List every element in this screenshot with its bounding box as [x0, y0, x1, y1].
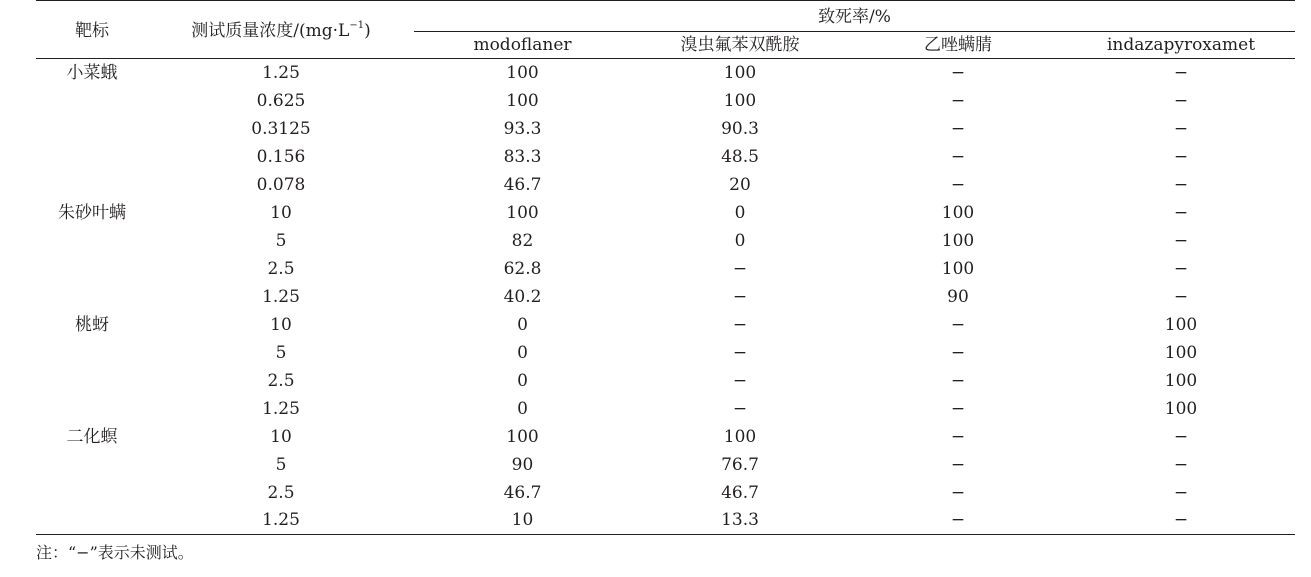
cell-cyetpyrafen: −	[950, 482, 966, 503]
cell-target	[36, 479, 148, 507]
cell-cyetpyrafen: −	[950, 174, 966, 195]
cell-indazapyroxamet: −	[1173, 426, 1189, 447]
cell-indazapyroxamet: −	[1173, 62, 1189, 83]
cell-cyetpyrafen: 100	[941, 202, 975, 223]
cell-target: 桃蚜	[75, 314, 109, 335]
table-row	[36, 199, 1295, 227]
cell-target	[36, 87, 148, 115]
cell-modoflaner: 0	[517, 370, 528, 391]
cell-modoflaner: 93.3	[503, 118, 542, 139]
cell-indazapyroxamet: −	[1173, 454, 1189, 475]
cell-indazapyroxamet: 100	[1164, 314, 1198, 335]
cell-target	[36, 115, 148, 143]
header-compound-cyetpyrafen: 乙唑螨腈	[849, 32, 1067, 59]
table-row	[36, 339, 1295, 367]
cell-cyetpyrafen: 100	[941, 230, 975, 251]
cell-broflanilide: 100	[723, 426, 757, 447]
table-header-row-1	[36, 1, 1295, 32]
cell-modoflaner: 10	[414, 507, 631, 535]
table-row	[36, 311, 1295, 339]
cell-concentration: 0.625	[256, 90, 306, 111]
cell-modoflaner: 0	[517, 314, 528, 335]
mortality-table	[36, 0, 1295, 535]
cell-cyetpyrafen: −	[950, 342, 966, 363]
header-concentration-label: 测试质量浓度/(mg·L	[191, 20, 350, 41]
cell-cyetpyrafen: −	[950, 398, 966, 419]
cell-indazapyroxamet: −	[1173, 230, 1189, 251]
cell-indazapyroxamet: −	[1173, 202, 1189, 223]
table-body	[36, 59, 1295, 535]
cell-broflanilide: −	[732, 370, 748, 391]
table-row	[36, 59, 1295, 88]
table-row	[36, 283, 1295, 311]
table-row	[36, 395, 1295, 423]
cell-concentration: 0.078	[256, 174, 306, 195]
cell-target: 二化螟	[66, 426, 118, 447]
cell-broflanilide: 13.3	[631, 507, 849, 535]
cell-modoflaner: 40.2	[503, 286, 542, 307]
cell-modoflaner: 100	[506, 426, 539, 447]
table-row	[36, 171, 1295, 199]
cell-concentration: 0.3125	[251, 118, 311, 139]
cell-broflanilide: 100	[723, 90, 757, 111]
cell-target	[36, 339, 148, 367]
cell-cyetpyrafen: −	[950, 146, 966, 167]
cell-concentration: 2.5	[267, 370, 295, 391]
header-compound-modoflaner: modoflaner	[414, 32, 631, 59]
cell-concentration: 10	[270, 426, 292, 447]
cell-target	[36, 367, 148, 395]
cell-target: 小菜蛾	[66, 62, 118, 83]
cell-concentration: 1.25	[262, 62, 300, 83]
cell-concentration: 5	[275, 342, 287, 363]
cell-indazapyroxamet: −	[1173, 174, 1189, 195]
table-row	[36, 227, 1295, 255]
cell-indazapyroxamet: −	[1173, 90, 1189, 111]
cell-indazapyroxamet: −	[1173, 146, 1189, 167]
cell-concentration: 1.25	[262, 398, 300, 419]
cell-modoflaner: 100	[506, 202, 539, 223]
cell-concentration: 5	[275, 454, 287, 475]
cell-indazapyroxamet: −	[1173, 258, 1189, 279]
header-compound-broflanilide: 溴虫氟苯双酰胺	[631, 32, 849, 59]
cell-target	[36, 507, 148, 535]
cell-concentration: 1.25	[148, 507, 414, 535]
cell-target	[36, 451, 148, 479]
cell-broflanilide: 46.7	[721, 482, 759, 503]
cell-modoflaner: 62.8	[503, 258, 542, 279]
cell-broflanilide: 0	[734, 230, 746, 251]
header-concentration	[148, 1, 414, 59]
header-target: 靶标	[36, 1, 148, 59]
cell-cyetpyrafen: −	[950, 314, 966, 335]
cell-cyetpyrafen: −	[950, 90, 966, 111]
cell-target	[36, 171, 148, 199]
cell-cyetpyrafen: −	[849, 507, 1067, 535]
cell-modoflaner: 0	[517, 342, 528, 363]
table-row	[36, 255, 1295, 283]
cell-concentration: 10	[270, 314, 292, 335]
cell-broflanilide: 100	[723, 62, 757, 83]
cell-broflanilide: −	[732, 286, 748, 307]
cell-broflanilide: −	[732, 314, 748, 335]
table-row	[36, 451, 1295, 479]
cell-target	[36, 283, 148, 311]
cell-concentration: 10	[270, 202, 292, 223]
cell-broflanilide: 20	[729, 174, 751, 195]
cell-modoflaner: 83.3	[503, 146, 542, 167]
cell-target	[36, 143, 148, 171]
cell-indazapyroxamet: 100	[1164, 342, 1198, 363]
cell-cyetpyrafen: −	[950, 370, 966, 391]
cell-concentration: 5	[275, 230, 287, 251]
cell-modoflaner: 100	[506, 90, 539, 111]
cell-cyetpyrafen: 100	[941, 258, 975, 279]
cell-broflanilide: 48.5	[721, 146, 759, 167]
cell-target	[36, 395, 148, 423]
table-row	[36, 367, 1295, 395]
cell-concentration: 2.5	[267, 258, 295, 279]
cell-modoflaner: 82	[511, 230, 534, 251]
cell-indazapyroxamet: 100	[1164, 398, 1198, 419]
cell-indazapyroxamet: −	[1173, 482, 1189, 503]
cell-cyetpyrafen: −	[950, 62, 966, 83]
cell-cyetpyrafen: −	[950, 454, 966, 475]
table-row	[36, 479, 1295, 507]
cell-modoflaner: 90	[511, 454, 534, 475]
header-concentration-exponent: −1	[349, 19, 365, 31]
header-concentration-close: )	[364, 20, 371, 41]
table-row	[36, 423, 1295, 451]
table-row	[36, 507, 1295, 535]
cell-modoflaner: 100	[506, 62, 539, 83]
cell-modoflaner: 0	[517, 398, 528, 419]
cell-concentration: 0.156	[256, 146, 306, 167]
cell-modoflaner: 46.7	[503, 174, 542, 195]
cell-broflanilide: 90.3	[721, 118, 759, 139]
cell-indazapyroxamet: −	[1067, 507, 1295, 535]
cell-cyetpyrafen: −	[950, 118, 966, 139]
cell-target	[36, 227, 148, 255]
cell-broflanilide: −	[732, 342, 748, 363]
cell-indazapyroxamet: −	[1173, 118, 1189, 139]
table-row	[36, 87, 1295, 115]
cell-indazapyroxamet: −	[1173, 286, 1189, 307]
cell-cyetpyrafen: −	[950, 426, 966, 447]
cell-modoflaner: 46.7	[503, 482, 542, 503]
mortality-table-document	[36, 0, 1295, 561]
cell-target: 朱砂叶螨	[58, 202, 126, 223]
header-mortality-group: 致死率/%	[414, 1, 1295, 32]
cell-broflanilide: 0	[734, 202, 746, 223]
cell-concentration: 1.25	[262, 286, 300, 307]
cell-cyetpyrafen: 90	[947, 286, 969, 307]
header-compound-indazapyroxamet: indazapyroxamet	[1067, 32, 1295, 59]
table-row	[36, 143, 1295, 171]
cell-broflanilide: −	[732, 258, 748, 279]
cell-broflanilide: 76.7	[721, 454, 759, 475]
table-row	[36, 115, 1295, 143]
table-note: 注：“−”表示未测试。	[36, 543, 194, 562]
cell-indazapyroxamet: 100	[1164, 370, 1198, 391]
cell-broflanilide: −	[732, 398, 748, 419]
cell-concentration: 2.5	[267, 482, 295, 503]
cell-target	[36, 255, 148, 283]
